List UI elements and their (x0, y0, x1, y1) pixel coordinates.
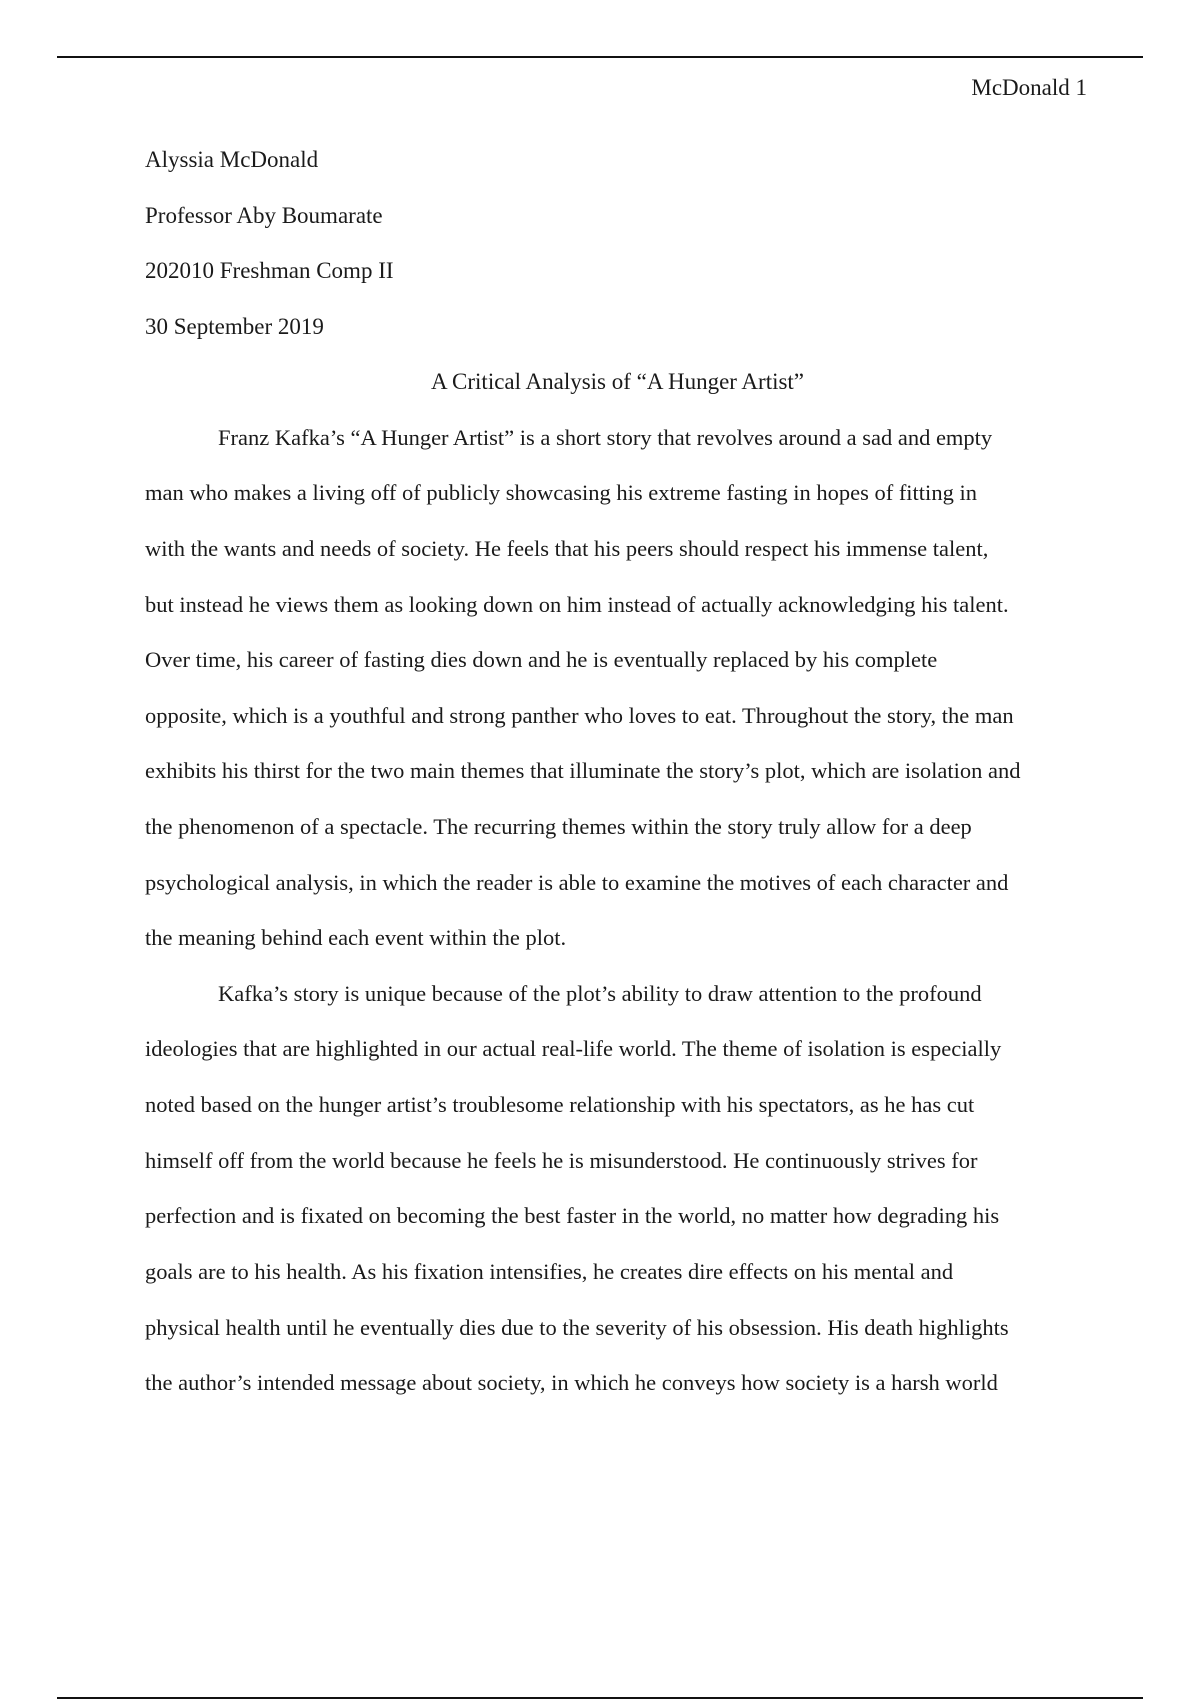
paragraph-line: psychological analysis, in which the reader is able to examine the motives of each character and (145, 870, 1009, 895)
running-head: McDonald 1 (971, 75, 1087, 100)
paragraph-line: but instead he views them as looking down on him instead of actually acknowledging his talent. (145, 592, 1009, 617)
paragraph-line: exhibits his thirst for the two main themes that illuminate the story’s plot, which are isolation and (145, 758, 1021, 783)
paragraph-line: with the wants and needs of society. He feels that his peers should respect his immense talent, (145, 536, 989, 561)
paragraph-line: ideologies that are highlighted in our actual real-life world. The theme of isolation is especially (145, 1036, 1002, 1061)
paragraph-line: opposite, which is a youthful and strong panther who loves to eat. Throughout the story, the man (145, 703, 1014, 728)
paragraph-line: perfection and is fixated on becoming the best faster in the world, no matter how degrading his (145, 1203, 1000, 1228)
paragraph-line: goals are to his health. As his fixation intensifies, he creates dire effects on his mental and (145, 1259, 954, 1284)
course-name: 202010 Freshman Comp II (145, 258, 394, 283)
essay-title: A Critical Analysis of “A Hunger Artist” (430, 369, 805, 394)
paragraph-line: Over time, his career of fasting dies down and he is eventually replaced by his complete (145, 647, 938, 672)
professor-name: Professor Aby Boumarate (145, 203, 383, 228)
top-divider (57, 56, 1143, 58)
paragraph-line: noted based on the hunger artist’s troublesome relationship with his spectators, as he has cut (145, 1092, 975, 1117)
bottom-divider (57, 1697, 1143, 1699)
essay-date: 30 September 2019 (145, 314, 324, 339)
paragraph-line: Franz Kafka’s “A Hunger Artist” is a short story that revolves around a sad and empty (218, 425, 993, 450)
paragraph-line: Kafka’s story is unique because of the plot’s ability to draw attention to the profound (218, 981, 982, 1006)
paragraph-line: himself off from the world because he feels he is misunderstood. He continuously strives for (145, 1148, 978, 1173)
paragraph-line: the author’s intended message about society, in which he conveys how society is a harsh world (145, 1370, 998, 1395)
paragraph-line: the meaning behind each event within the plot. (145, 925, 567, 950)
author-name: Alyssia McDonald (145, 147, 319, 172)
paragraph-line: the phenomenon of a spectacle. The recurring themes within the story truly allow for a deep (145, 814, 972, 839)
paragraph-line: man who makes a living off of publicly showcasing his extreme fasting in hopes of fitting in (145, 480, 977, 505)
paragraph-line: physical health until he eventually dies due to the severity of his obsession. His death highlights (145, 1315, 1009, 1340)
